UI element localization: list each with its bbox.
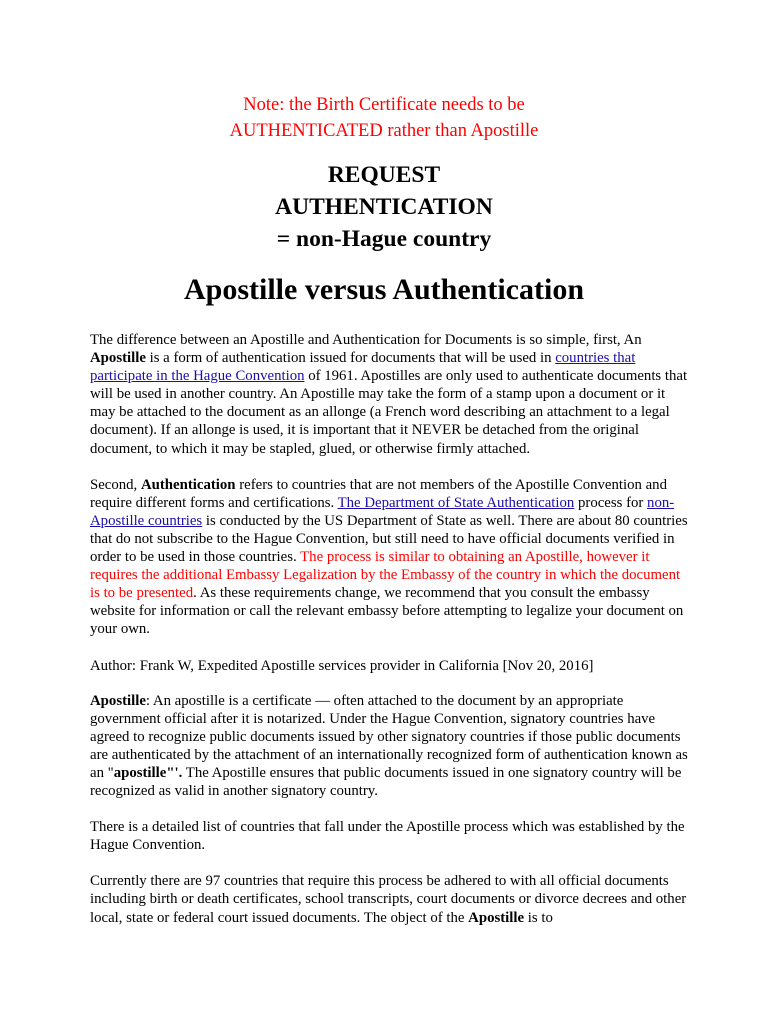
paragraph-97-countries [90, 872, 690, 926]
article-body [90, 331, 690, 945]
bold-term-authentication: Authentication [140, 476, 236, 493]
non-apostille-countries-link[interactable]: non-Apostille countries [90, 494, 675, 529]
bold-term-apostille: Apostille [90, 692, 146, 709]
author-line: Author: Frank W, Expedited Apostille services provider in California [Nov 20, 2016] [90, 657, 594, 674]
highlighted-process-note: The process is similar to obtaining an Apostille, however it requires the additional Embassy Legalization by the Embassy of the country in which the document is to be presented [90, 549, 681, 602]
hague-countries-link[interactable]: countries that participate in the Hague Convention [90, 350, 636, 385]
bold-term-apostille: Apostille [90, 350, 146, 367]
paragraph-apostille-definition [90, 692, 690, 801]
text-span: is to [524, 909, 553, 926]
note-line-2: AUTHENTICATED rather than Apostille [229, 121, 539, 141]
request-line-2: AUTHENTICATION [275, 194, 493, 220]
birth-certificate-note [0, 92, 768, 144]
paragraph-apostille-intro [90, 331, 690, 458]
paragraph-countries-list: There is a detailed list of countries that fall under the Apostille process which was established by the Hague Convention. [90, 819, 685, 854]
text-span: of 1961. Apostilles are only used to authenticate documents that will be used in another country. An Apostille may take the form of a stamp upon a document or it may be attached to the document as an allonge (a French word describing an attachment to a legal document). If an allonge is used, it is important that it NEVER be detached from the original document, to which it may be stapled, glued, or otherwise firmly attached. [90, 368, 688, 457]
request-line-1: REQUEST [327, 162, 441, 188]
text-span: The Apostille ensures that public documents issued in one signatory country will be recognized as valid in another signatory country. [90, 764, 682, 800]
state-department-authentication-link[interactable]: The Department of State Authentication [337, 494, 575, 511]
page-title: Apostille versus Authentication [183, 273, 585, 306]
text-span: The difference between an Apostille and Authentication for Documents is so simple, first, An [90, 332, 642, 348]
text-span: Second, [90, 476, 141, 493]
request-line-3: = non-Hague country [276, 226, 492, 252]
text-span: . As these requirements change, we recommend that you consult the embassy website for information or call the relevant embassy before attempting to legalize your document on your own. [90, 585, 684, 638]
text-span: refers to countries that are not members of the Apostille Convention and require different forms and certifications. [90, 476, 667, 511]
note-line-1: Note: the Birth Certificate needs to be [243, 95, 525, 115]
bold-term-apostille-quoted: apostille"'. [113, 764, 183, 781]
paragraph-authentication [90, 476, 690, 639]
request-heading [0, 159, 768, 255]
bold-term-apostille: Apostille [468, 909, 525, 926]
text-span: process for [574, 494, 648, 511]
text-span: is a form of authentication issued for documents that will be used in [145, 350, 556, 367]
text-span: : An apostille is a certificate — often attached to the document by an appropriate government official after it is notarized. Under the Hague Convention, signatory countries have agreed to recognize public documents issued by other signatory countries if those public documents are authenticated by the attachment of an internationally recognized form of authentication known as an " [90, 692, 688, 781]
text-span: Currently there are 97 countries that require this process be adhered to with all official documents including birth or death certificates, school transcripts, court documents or divorce decrees and other local, state or federal court issued documents. The object of the [90, 873, 687, 926]
text-span: is conducted by the US Department of State as well. There are about 80 countries that do not subscribe to the Hague Convention, but still need to have official documents verified in order to be used in those countries. [90, 512, 688, 566]
